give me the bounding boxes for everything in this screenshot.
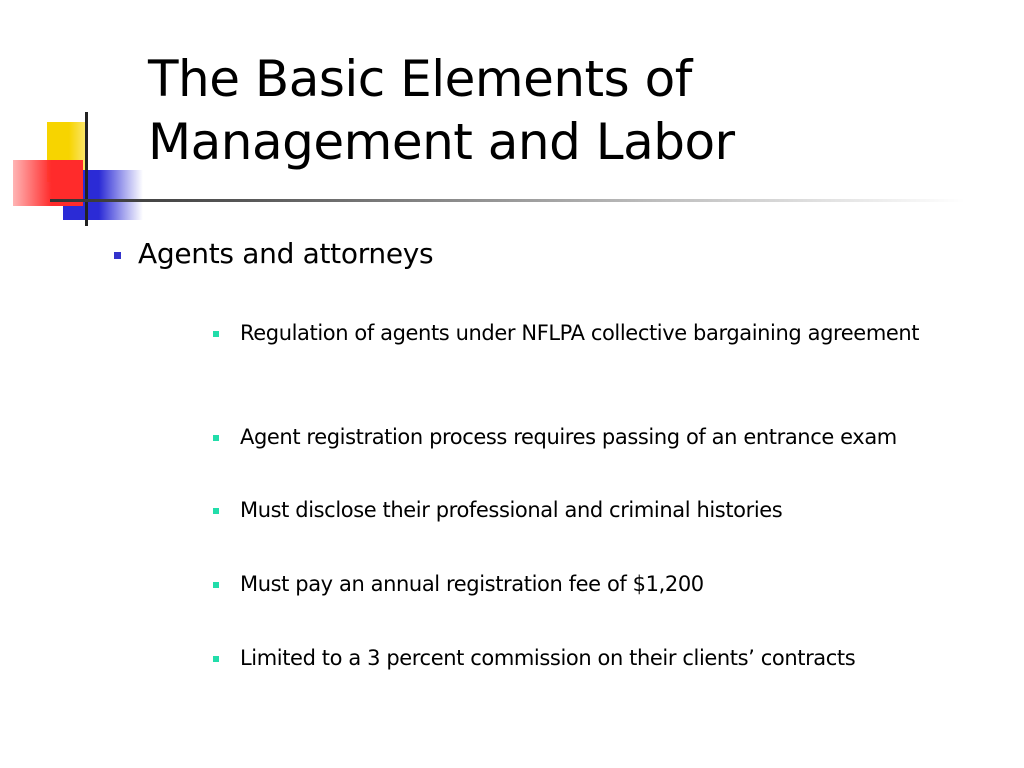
square-bullet-icon <box>213 331 219 337</box>
square-bullet-icon <box>213 508 219 514</box>
slide-title-line-2: Management and Labor <box>148 113 735 171</box>
sub-bullet-text: Limited to a 3 percent commission on their clients’ contracts <box>240 646 856 670</box>
sub-bullet-text: Must pay an annual registration fee of $1,200 <box>240 572 704 596</box>
sub-bullet-item <box>213 643 983 673</box>
vertical-rule <box>85 112 88 226</box>
sub-bullet-text: Agent registration process requires passing of an entrance exam <box>240 425 897 449</box>
main-bullet <box>114 236 433 272</box>
decorative-logo <box>0 0 160 240</box>
main-bullet-text: Agents and attorneys <box>138 237 434 270</box>
square-bullet-icon <box>213 582 219 588</box>
sub-bullet-item <box>213 422 983 452</box>
sub-bullet-text: Must disclose their professional and criminal histories <box>240 498 783 522</box>
square-bullet-icon <box>213 435 219 441</box>
slide-title-line-1: The Basic Elements of <box>148 50 692 108</box>
sub-bullet-item <box>213 569 983 599</box>
square-bullet-icon <box>213 656 219 662</box>
sub-bullet-text: Regulation of agents under NFLPA collective bargaining agreement <box>240 321 920 345</box>
square-bullet-icon <box>114 252 121 259</box>
slide-title <box>148 48 988 174</box>
sub-bullet-item <box>213 495 983 525</box>
sub-bullet-item <box>213 318 983 348</box>
title-underline-rule <box>50 199 965 202</box>
